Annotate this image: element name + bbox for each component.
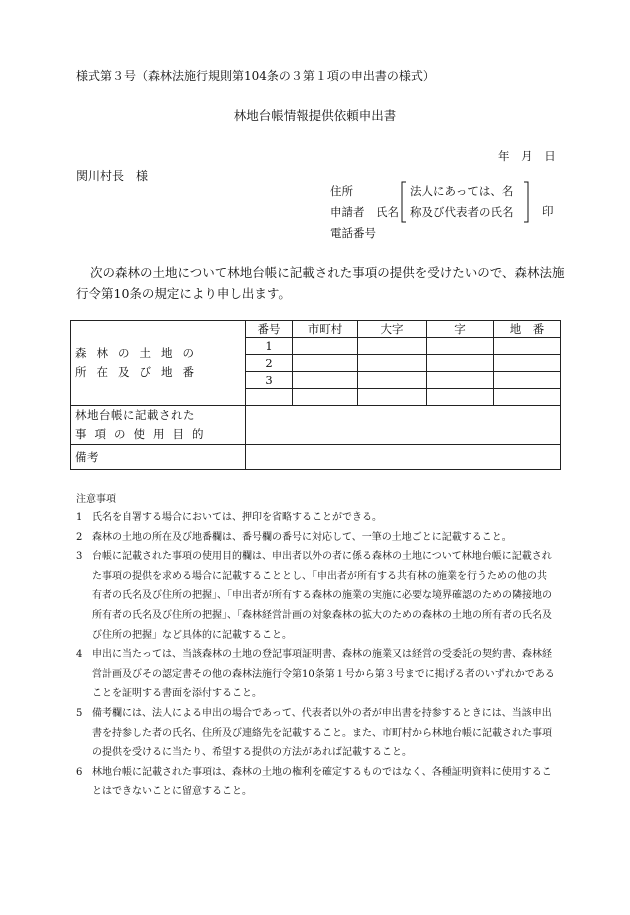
land-label-line-2: 所在及び地番 [75,365,204,379]
note-number: 5 [76,707,83,719]
note-number: 4 [76,649,83,661]
header-number: 番号 [246,321,293,338]
note-number: 1 [76,512,83,523]
note-item [76,763,556,802]
cell-lot[interactable] [494,389,561,406]
address-label: 住所 [330,184,353,198]
cell-oaza[interactable] [358,338,427,355]
note-item [76,508,556,528]
document-title: 林地台帳情報提供依頼申出書 [233,108,397,123]
note-number: 6 [76,766,83,778]
seal-mark: 印 [542,204,554,218]
bracket-note [410,181,514,223]
row-number: 3 [246,372,293,389]
intro-paragraph: 次の森林の土地について林地台帳に記載された事項の提供を受けたいので、森林法施行令第10条の規定により申し出ます。 [76,265,565,301]
cell-oaza[interactable] [358,372,427,389]
row-number: 2 [246,355,293,372]
header-municipality: 市町村 [293,321,358,338]
land-location-label [71,321,246,406]
land-info-table [70,320,561,470]
note-text: 氏名を自署する場合においては、押印を省略することができる。 [92,512,382,523]
cell-lot[interactable] [494,372,561,389]
note-number: 2 [76,531,83,543]
note-item [76,528,556,548]
applicant-name-label: 申請者 氏名 [330,205,399,219]
cell-aza[interactable] [427,355,494,372]
land-label-line-1: 森林の土地の [75,346,204,360]
bracket-line-1: 法人にあっては、名 [410,184,514,198]
cell-municipality[interactable] [293,372,358,389]
note-text: 森林の土地の所在及び地番欄は、番号欄の番号に対応して、一筆の土地ごとに記載すること。 [92,531,512,543]
date-line: 年 月 日 [498,149,556,163]
cell-aza[interactable] [427,372,494,389]
note-text: 林地台帳に記載された事項は、森林の土地の権利を確定するものではなく、各種証明資料に使用することはできないことに留意すること。 [92,766,552,798]
note-number: 3 [76,551,83,563]
purpose-label-line-1: 林地台帳に記載された [75,408,195,422]
note-text: 台帳に記載された事項の使用目的欄は、申出者以外の者に係る森林の土地について林地台帳に記載された事項の提供を求める場合に記載することとし、「申出者が所有する共有林の施業を行うための他の共有者の氏名及び住所の把握」、「申出者が所有する森林の施業の実施に必要な境界確認のための隣接地の所有者の氏名及び住所の把握」、「森林経営計画の対象森林の拡大のための森林の土地の所有者の氏名及び住所の把握」など具体的に記載すること。 [92,551,552,641]
cell-aza[interactable] [427,338,494,355]
note-item [76,645,556,704]
applicant-block [330,181,399,244]
addressee: 関川村長 様 [76,169,149,183]
cell-lot[interactable] [494,338,561,355]
note-item [76,547,556,645]
note-text: 申出に当たっては、当該森林の土地の登記事項証明書、森林の施業又は経営の受委託の契約書、森林経営計画及びその認定書その他の森林法施行令第10条第１号から第３号までに掲げる者のいずれかであることを証明する書面を添付すること。 [92,649,555,700]
cell-oaza[interactable] [358,355,427,372]
cell-municipality[interactable] [293,355,358,372]
header-aza: 字 [427,321,494,338]
cell-aza[interactable] [427,389,494,406]
row-number [246,389,293,406]
purpose-label [71,406,246,445]
remarks-label: 備考 [71,445,246,470]
header-oaza: 大字 [358,321,427,338]
purpose-field[interactable] [246,406,561,445]
purpose-label-line-2: 事項の使用目的 [75,427,212,441]
notes-list [76,508,556,802]
remarks-field[interactable] [246,445,561,470]
cell-municipality[interactable] [293,389,358,406]
note-item [76,704,556,763]
cell-oaza[interactable] [358,389,427,406]
form-number: 様式第３号（森林法施行規則第104条の３第１項の申出書の様式） [76,69,435,83]
cell-municipality[interactable] [293,338,358,355]
phone-label: 電話番号 [330,226,376,240]
bracket-line-2: 称及び代表者の氏名 [410,205,514,219]
note-text: 備考欄には、法人による申出の場合であって、代表者以外の者が申出書を持参するときには、当該申出書を持参した者の氏名、住所及び連絡先を記載すること。また、市町村から林地台帳に記載された事項の提供を受けるに当たり、希望する提供の方法があれば記載すること。 [92,707,552,759]
row-number: 1 [246,338,293,355]
cell-lot[interactable] [494,355,561,372]
header-lot-number: 地 番 [494,321,561,338]
notes-heading: 注意事項 [76,494,116,505]
